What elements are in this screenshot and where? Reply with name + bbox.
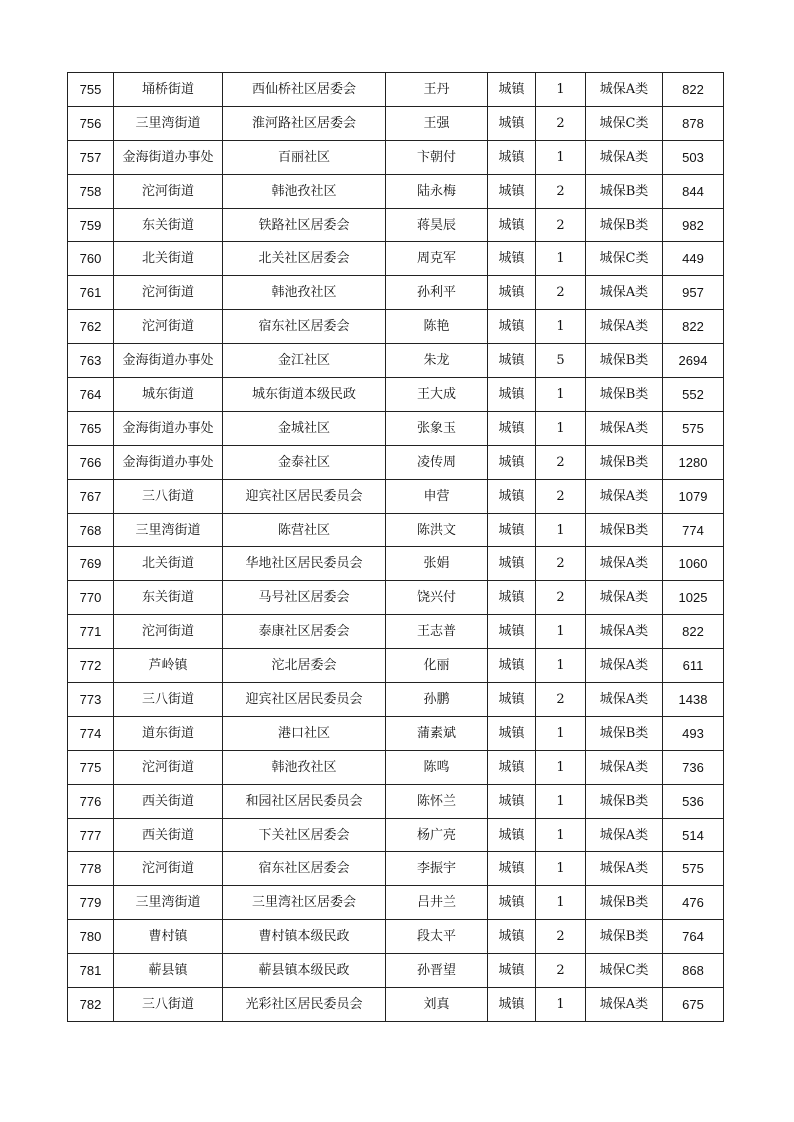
table-row <box>68 581 724 615</box>
amount-cell: 736 <box>663 750 724 784</box>
household-count-cell: 2 <box>536 920 586 954</box>
table-row <box>68 411 724 445</box>
category-cell: 城保A类 <box>586 479 663 513</box>
area-cell: 城镇 <box>488 445 536 479</box>
area-cell: 城镇 <box>488 479 536 513</box>
area-cell: 城镇 <box>488 378 536 412</box>
community-cell: 光彩社区居民委员会 <box>223 988 386 1022</box>
area-cell: 城镇 <box>488 276 536 310</box>
row-number-cell: 775 <box>68 750 114 784</box>
street-cell: 东关街道 <box>114 581 223 615</box>
area-cell: 城镇 <box>488 513 536 547</box>
street-cell: 东关街道 <box>114 208 223 242</box>
amount-cell: 957 <box>663 276 724 310</box>
row-number-cell: 759 <box>68 208 114 242</box>
community-cell: 华地社区居民委员会 <box>223 547 386 581</box>
household-count-cell: 1 <box>536 378 586 412</box>
category-cell: 城保B类 <box>586 344 663 378</box>
area-cell: 城镇 <box>488 344 536 378</box>
amount-cell: 878 <box>663 106 724 140</box>
community-cell: 和园社区居民委员会 <box>223 784 386 818</box>
name-cell: 段太平 <box>386 920 488 954</box>
amount-cell: 503 <box>663 140 724 174</box>
category-cell: 城保C类 <box>586 954 663 988</box>
household-count-cell: 1 <box>536 140 586 174</box>
name-cell: 吕井兰 <box>386 886 488 920</box>
category-cell: 城保A类 <box>586 140 663 174</box>
name-cell: 饶兴付 <box>386 581 488 615</box>
household-count-cell: 2 <box>536 276 586 310</box>
table-row <box>68 920 724 954</box>
household-count-cell: 1 <box>536 513 586 547</box>
area-cell: 城镇 <box>488 716 536 750</box>
household-count-cell: 2 <box>536 683 586 717</box>
street-cell: 蕲县镇 <box>114 954 223 988</box>
community-cell: 沱北居委会 <box>223 649 386 683</box>
row-number-cell: 757 <box>68 140 114 174</box>
row-number-cell: 762 <box>68 310 114 344</box>
name-cell: 杨广亮 <box>386 818 488 852</box>
table-row <box>68 378 724 412</box>
amount-cell: 476 <box>663 886 724 920</box>
table-row <box>68 988 724 1022</box>
area-cell: 城镇 <box>488 784 536 818</box>
name-cell: 陈怀兰 <box>386 784 488 818</box>
name-cell: 蒲素斌 <box>386 716 488 750</box>
category-cell: 城保A类 <box>586 581 663 615</box>
area-cell: 城镇 <box>488 988 536 1022</box>
row-number-cell: 773 <box>68 683 114 717</box>
row-number-cell: 756 <box>68 106 114 140</box>
street-cell: 沱河街道 <box>114 276 223 310</box>
name-cell: 化丽 <box>386 649 488 683</box>
name-cell: 朱龙 <box>386 344 488 378</box>
household-count-cell: 1 <box>536 73 586 107</box>
community-cell: 宿东社区居委会 <box>223 852 386 886</box>
area-cell: 城镇 <box>488 411 536 445</box>
community-cell: 百丽社区 <box>223 140 386 174</box>
name-cell: 周克军 <box>386 242 488 276</box>
street-cell: 曹村镇 <box>114 920 223 954</box>
community-cell: 港口社区 <box>223 716 386 750</box>
row-number-cell: 774 <box>68 716 114 750</box>
street-cell: 沱河街道 <box>114 174 223 208</box>
row-number-cell: 777 <box>68 818 114 852</box>
category-cell: 城保B类 <box>586 920 663 954</box>
household-count-cell: 1 <box>536 988 586 1022</box>
table-row <box>68 750 724 784</box>
table-row <box>68 445 724 479</box>
amount-cell: 675 <box>663 988 724 1022</box>
household-count-cell: 1 <box>536 886 586 920</box>
table-row <box>68 276 724 310</box>
amount-cell: 536 <box>663 784 724 818</box>
area-cell: 城镇 <box>488 106 536 140</box>
table-row <box>68 852 724 886</box>
amount-cell: 552 <box>663 378 724 412</box>
amount-cell: 514 <box>663 818 724 852</box>
household-count-cell: 1 <box>536 649 586 683</box>
table-row <box>68 615 724 649</box>
row-number-cell: 758 <box>68 174 114 208</box>
street-cell: 北关街道 <box>114 547 223 581</box>
table-row <box>68 174 724 208</box>
community-cell: 韩池孜社区 <box>223 276 386 310</box>
table-row <box>68 106 724 140</box>
name-cell: 申营 <box>386 479 488 513</box>
street-cell: 芦岭镇 <box>114 649 223 683</box>
street-cell: 三八街道 <box>114 479 223 513</box>
table-row <box>68 513 724 547</box>
name-cell: 王志普 <box>386 615 488 649</box>
table-row <box>68 208 724 242</box>
row-number-cell: 761 <box>68 276 114 310</box>
name-cell: 陈艳 <box>386 310 488 344</box>
street-cell: 道东街道 <box>114 716 223 750</box>
community-cell: 马号社区居委会 <box>223 581 386 615</box>
street-cell: 三八街道 <box>114 683 223 717</box>
row-number-cell: 760 <box>68 242 114 276</box>
row-number-cell: 768 <box>68 513 114 547</box>
table-row <box>68 344 724 378</box>
row-number-cell: 780 <box>68 920 114 954</box>
name-cell: 张娟 <box>386 547 488 581</box>
row-number-cell: 770 <box>68 581 114 615</box>
table-row <box>68 886 724 920</box>
community-cell: 城东街道本级民政 <box>223 378 386 412</box>
table-row <box>68 73 724 107</box>
name-cell: 张象玉 <box>386 411 488 445</box>
category-cell: 城保A类 <box>586 310 663 344</box>
community-cell: 宿东社区居委会 <box>223 310 386 344</box>
area-cell: 城镇 <box>488 683 536 717</box>
household-count-cell: 1 <box>536 750 586 784</box>
street-cell: 北关街道 <box>114 242 223 276</box>
table-row <box>68 683 724 717</box>
amount-cell: 982 <box>663 208 724 242</box>
community-cell: 迎宾社区居民委员会 <box>223 479 386 513</box>
amount-cell: 822 <box>663 310 724 344</box>
area-cell: 城镇 <box>488 547 536 581</box>
area-cell: 城镇 <box>488 954 536 988</box>
street-cell: 金海街道办事处 <box>114 445 223 479</box>
area-cell: 城镇 <box>488 174 536 208</box>
street-cell: 三里湾街道 <box>114 886 223 920</box>
area-cell: 城镇 <box>488 242 536 276</box>
household-count-cell: 2 <box>536 445 586 479</box>
community-cell: 铁路社区居委会 <box>223 208 386 242</box>
category-cell: 城保B类 <box>586 174 663 208</box>
community-cell: 金城社区 <box>223 411 386 445</box>
community-cell: 三里湾社区居委会 <box>223 886 386 920</box>
category-cell: 城保A类 <box>586 615 663 649</box>
table-row <box>68 242 724 276</box>
household-count-cell: 1 <box>536 310 586 344</box>
area-cell: 城镇 <box>488 208 536 242</box>
row-number-cell: 781 <box>68 954 114 988</box>
community-cell: 蕲县镇本级民政 <box>223 954 386 988</box>
category-cell: 城保C类 <box>586 106 663 140</box>
amount-cell: 868 <box>663 954 724 988</box>
amount-cell: 449 <box>663 242 724 276</box>
name-cell: 凌传周 <box>386 445 488 479</box>
amount-cell: 844 <box>663 174 724 208</box>
street-cell: 沱河街道 <box>114 310 223 344</box>
street-cell: 西关街道 <box>114 818 223 852</box>
household-count-cell: 1 <box>536 716 586 750</box>
category-cell: 城保B类 <box>586 716 663 750</box>
name-cell: 卞朝付 <box>386 140 488 174</box>
row-number-cell: 769 <box>68 547 114 581</box>
name-cell: 孙利平 <box>386 276 488 310</box>
street-cell: 金海街道办事处 <box>114 411 223 445</box>
household-count-cell: 5 <box>536 344 586 378</box>
category-cell: 城保A类 <box>586 750 663 784</box>
street-cell: 城东街道 <box>114 378 223 412</box>
name-cell: 王强 <box>386 106 488 140</box>
row-number-cell: 779 <box>68 886 114 920</box>
table-row <box>68 310 724 344</box>
amount-cell: 1079 <box>663 479 724 513</box>
amount-cell: 575 <box>663 411 724 445</box>
community-cell: 泰康社区居委会 <box>223 615 386 649</box>
row-number-cell: 765 <box>68 411 114 445</box>
table-row <box>68 140 724 174</box>
community-cell: 曹村镇本级民政 <box>223 920 386 954</box>
records-table <box>67 72 724 1022</box>
name-cell: 蒋昊辰 <box>386 208 488 242</box>
category-cell: 城保B类 <box>586 886 663 920</box>
category-cell: 城保B类 <box>586 208 663 242</box>
amount-cell: 1025 <box>663 581 724 615</box>
area-cell: 城镇 <box>488 818 536 852</box>
area-cell: 城镇 <box>488 852 536 886</box>
community-cell: 金江社区 <box>223 344 386 378</box>
street-cell: 西关街道 <box>114 784 223 818</box>
category-cell: 城保A类 <box>586 818 663 852</box>
table-row <box>68 784 724 818</box>
name-cell: 刘真 <box>386 988 488 1022</box>
amount-cell: 822 <box>663 73 724 107</box>
table-row <box>68 818 724 852</box>
category-cell: 城保A类 <box>586 649 663 683</box>
name-cell: 李振宇 <box>386 852 488 886</box>
amount-cell: 822 <box>663 615 724 649</box>
amount-cell: 2694 <box>663 344 724 378</box>
area-cell: 城镇 <box>488 615 536 649</box>
row-number-cell: 764 <box>68 378 114 412</box>
household-count-cell: 1 <box>536 852 586 886</box>
household-count-cell: 2 <box>536 954 586 988</box>
category-cell: 城保A类 <box>586 852 663 886</box>
category-cell: 城保A类 <box>586 73 663 107</box>
community-cell: 陈营社区 <box>223 513 386 547</box>
street-cell: 三里湾街道 <box>114 513 223 547</box>
amount-cell: 774 <box>663 513 724 547</box>
category-cell: 城保B类 <box>586 445 663 479</box>
area-cell: 城镇 <box>488 920 536 954</box>
street-cell: 埇桥街道 <box>114 73 223 107</box>
row-number-cell: 766 <box>68 445 114 479</box>
household-count-cell: 1 <box>536 818 586 852</box>
category-cell: 城保B类 <box>586 378 663 412</box>
row-number-cell: 782 <box>68 988 114 1022</box>
street-cell: 金海街道办事处 <box>114 344 223 378</box>
row-number-cell: 763 <box>68 344 114 378</box>
amount-cell: 1060 <box>663 547 724 581</box>
household-count-cell: 2 <box>536 479 586 513</box>
community-cell: 迎宾社区居民委员会 <box>223 683 386 717</box>
community-cell: 北关社区居委会 <box>223 242 386 276</box>
street-cell: 三八街道 <box>114 988 223 1022</box>
street-cell: 三里湾街道 <box>114 106 223 140</box>
street-cell: 沱河街道 <box>114 852 223 886</box>
community-cell: 淮河路社区居委会 <box>223 106 386 140</box>
category-cell: 城保A类 <box>586 411 663 445</box>
amount-cell: 493 <box>663 716 724 750</box>
household-count-cell: 1 <box>536 784 586 818</box>
row-number-cell: 755 <box>68 73 114 107</box>
table-row <box>68 479 724 513</box>
table-row <box>68 716 724 750</box>
name-cell: 孙晋望 <box>386 954 488 988</box>
household-count-cell: 1 <box>536 615 586 649</box>
amount-cell: 611 <box>663 649 724 683</box>
row-number-cell: 767 <box>68 479 114 513</box>
name-cell: 陈洪文 <box>386 513 488 547</box>
table-row <box>68 649 724 683</box>
category-cell: 城保A类 <box>586 988 663 1022</box>
name-cell: 王丹 <box>386 73 488 107</box>
area-cell: 城镇 <box>488 581 536 615</box>
area-cell: 城镇 <box>488 750 536 784</box>
amount-cell: 764 <box>663 920 724 954</box>
table-row <box>68 954 724 988</box>
household-count-cell: 2 <box>536 174 586 208</box>
household-count-cell: 2 <box>536 106 586 140</box>
row-number-cell: 776 <box>68 784 114 818</box>
amount-cell: 1280 <box>663 445 724 479</box>
household-count-cell: 2 <box>536 547 586 581</box>
category-cell: 城保A类 <box>586 547 663 581</box>
community-cell: 下关社区居委会 <box>223 818 386 852</box>
household-count-cell: 1 <box>536 242 586 276</box>
category-cell: 城保A类 <box>586 276 663 310</box>
street-cell: 金海街道办事处 <box>114 140 223 174</box>
category-cell: 城保A类 <box>586 683 663 717</box>
row-number-cell: 778 <box>68 852 114 886</box>
category-cell: 城保B类 <box>586 784 663 818</box>
name-cell: 王大成 <box>386 378 488 412</box>
row-number-cell: 771 <box>68 615 114 649</box>
category-cell: 城保B类 <box>586 513 663 547</box>
table-row <box>68 547 724 581</box>
amount-cell: 575 <box>663 852 724 886</box>
community-cell: 韩池孜社区 <box>223 750 386 784</box>
name-cell: 孙鹏 <box>386 683 488 717</box>
amount-cell: 1438 <box>663 683 724 717</box>
name-cell: 陈鸣 <box>386 750 488 784</box>
household-count-cell: 2 <box>536 208 586 242</box>
area-cell: 城镇 <box>488 73 536 107</box>
household-count-cell: 1 <box>536 411 586 445</box>
street-cell: 沱河街道 <box>114 750 223 784</box>
community-cell: 西仙桥社区居委会 <box>223 73 386 107</box>
table-body <box>68 73 724 1022</box>
household-count-cell: 2 <box>536 581 586 615</box>
community-cell: 金泰社区 <box>223 445 386 479</box>
name-cell: 陆永梅 <box>386 174 488 208</box>
street-cell: 沱河街道 <box>114 615 223 649</box>
area-cell: 城镇 <box>488 140 536 174</box>
area-cell: 城镇 <box>488 310 536 344</box>
area-cell: 城镇 <box>488 649 536 683</box>
row-number-cell: 772 <box>68 649 114 683</box>
area-cell: 城镇 <box>488 886 536 920</box>
category-cell: 城保C类 <box>586 242 663 276</box>
community-cell: 韩池孜社区 <box>223 174 386 208</box>
